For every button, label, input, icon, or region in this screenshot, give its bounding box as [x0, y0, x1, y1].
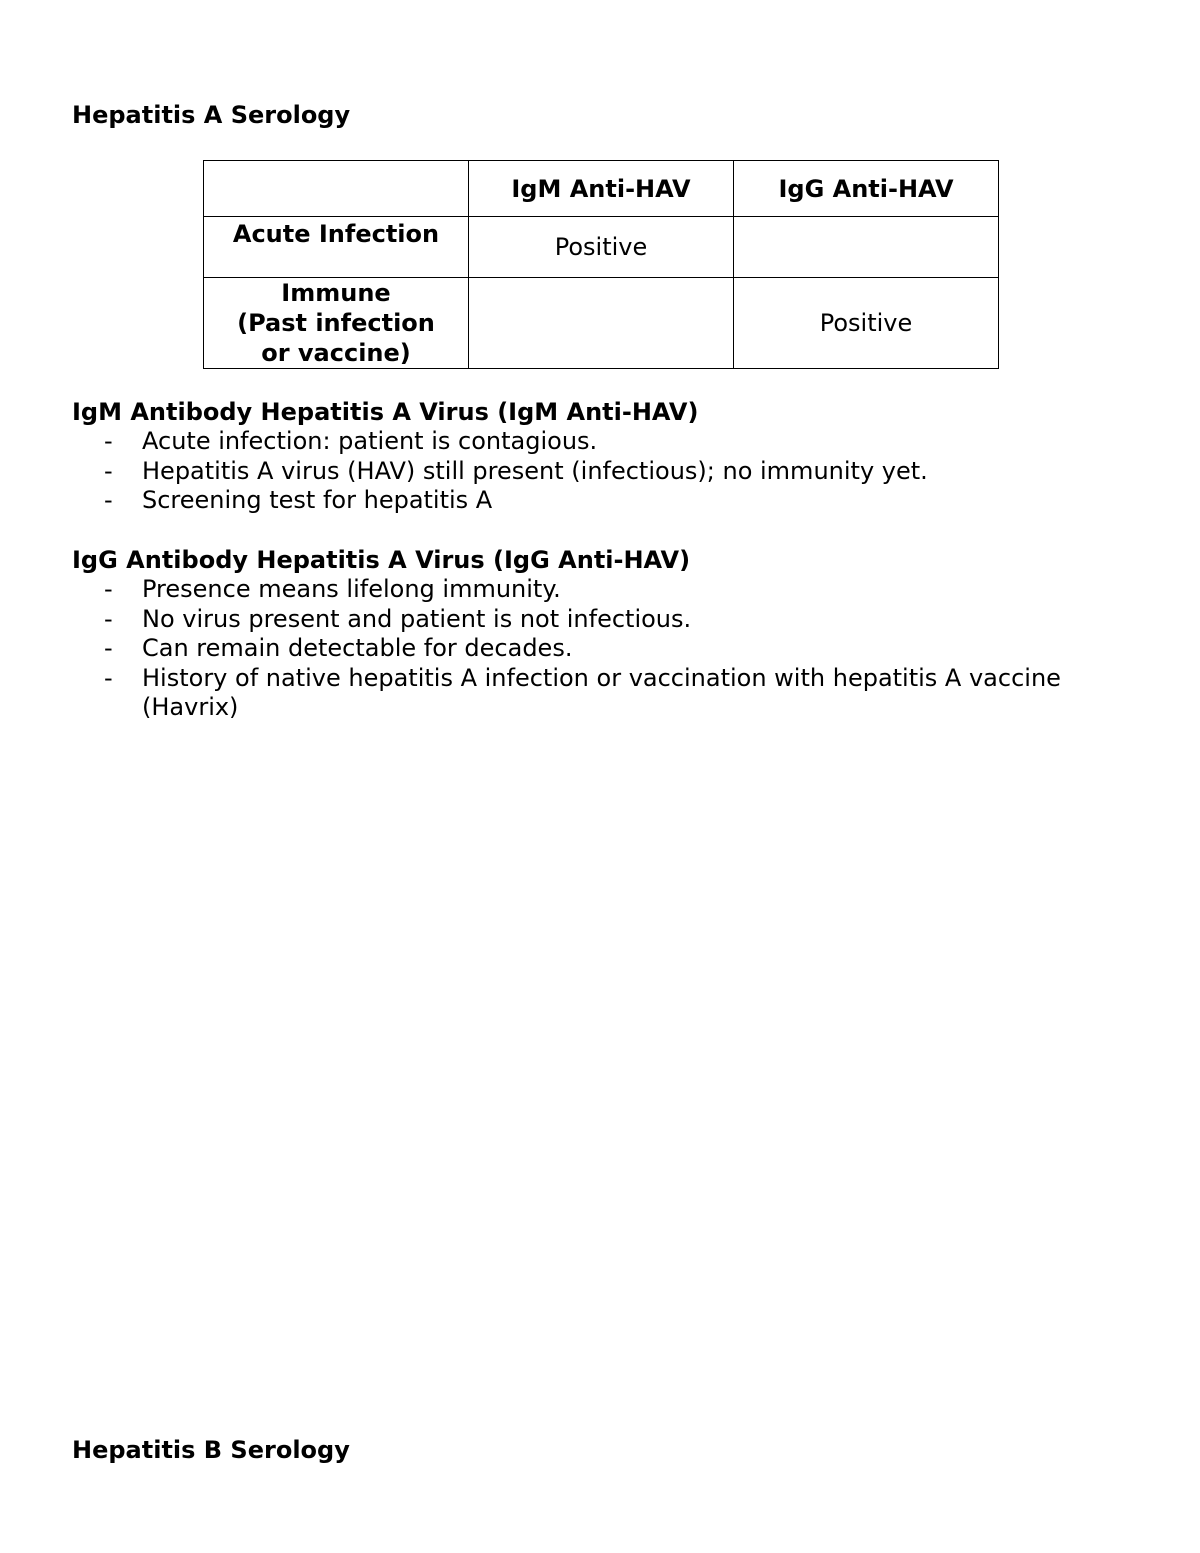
list-item: - Hepatitis A virus (HAV) still present (infectious); no immunity yet. [0, 457, 1132, 487]
table-header-row [204, 161, 999, 217]
row-label-line: (Past infection [237, 309, 435, 337]
row-label-immune [204, 278, 469, 369]
igm-antibody-heading: IgM Antibody Hepatitis A Virus (IgM Anti-HAV) [72, 398, 699, 426]
hepatitis-a-serology-table [203, 160, 999, 369]
table-header-igg: IgG Anti-HAV [734, 161, 999, 217]
table-header-igm: IgM Anti-HAV [469, 161, 734, 217]
cell-immune-igg: Positive [734, 278, 999, 369]
hepatitis-a-serology-heading: Hepatitis A Serology [72, 101, 351, 129]
row-label-acute [204, 217, 469, 278]
list-item: - Presence means lifelong immunity. [0, 575, 1132, 605]
cell-immune-igm [469, 278, 734, 369]
row-label-line: Acute Infection [232, 220, 440, 248]
list-item: - Can remain detectable for decades. [0, 634, 1132, 664]
igg-antibody-heading: IgG Antibody Hepatitis A Virus (IgG Anti-HAV) [72, 546, 691, 574]
igm-bullet-list [0, 427, 1132, 516]
table-header-empty [204, 161, 469, 217]
row-label-line: or vaccine) [261, 339, 411, 367]
list-item: - Acute infection: patient is contagious. [0, 427, 1132, 457]
cell-acute-igg [734, 217, 999, 278]
row-label-line: Immune [281, 279, 391, 307]
list-item: - Screening test for hepatitis A [0, 486, 1132, 516]
hepatitis-b-serology-heading: Hepatitis B Serology [72, 1436, 350, 1464]
cell-acute-igm: Positive [469, 217, 734, 278]
list-item: - No virus present and patient is not infectious. [0, 605, 1132, 635]
igg-bullet-list [0, 575, 1132, 723]
table-row-immune [204, 278, 999, 369]
list-item: - History of native hepatitis A infection or vaccination with hepatitis A vaccine (Havrix) [0, 664, 1132, 723]
table-row-acute [204, 217, 999, 278]
